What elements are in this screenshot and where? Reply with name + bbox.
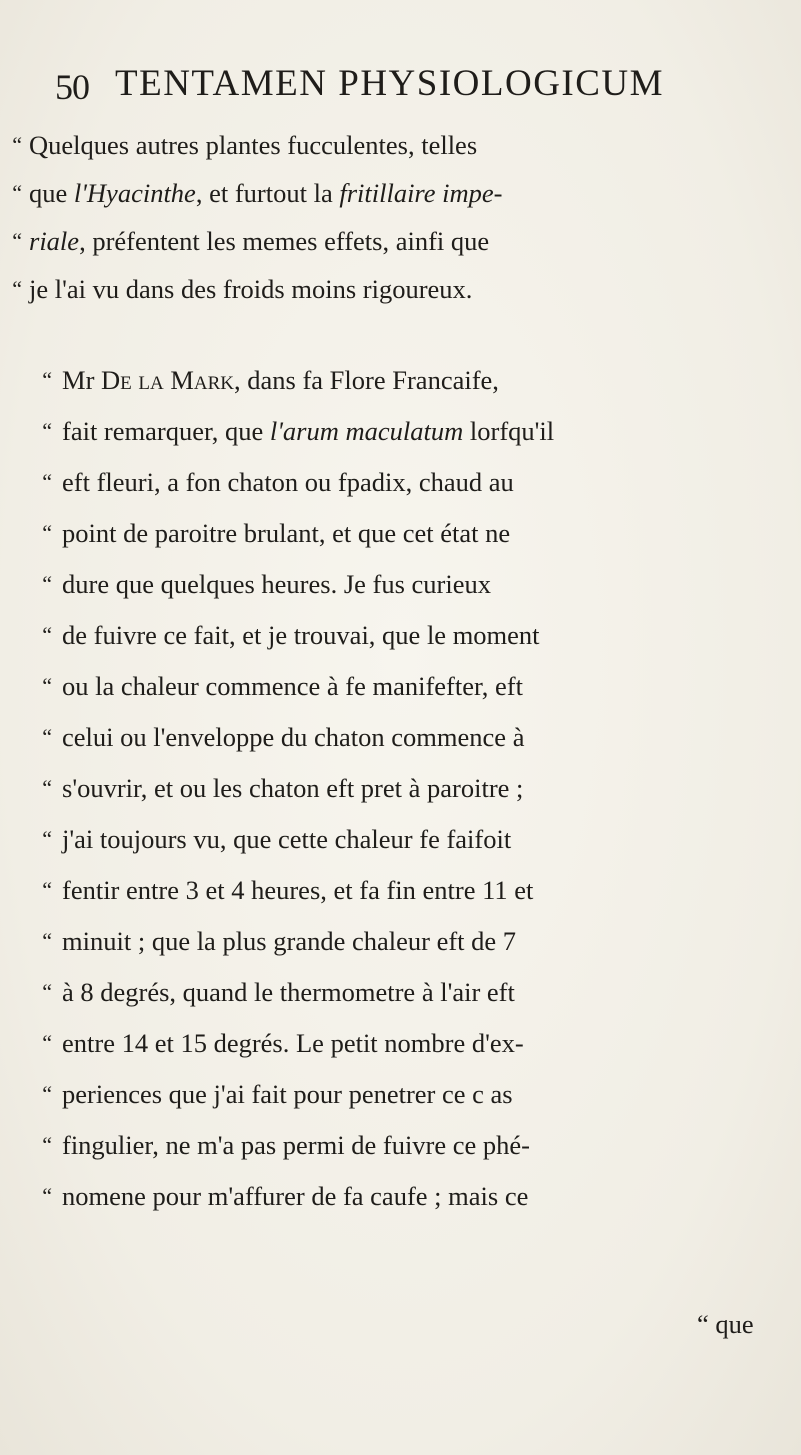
line-text: ou la chaleur commence à fe manifefter, eft [62, 671, 523, 701]
quote-mark: “ [42, 367, 52, 392]
line-text: de fuivre ce fait, et je trouvai, que le moment [62, 620, 540, 650]
text-line [0, 819, 801, 870]
quote-mark: “ [12, 132, 22, 157]
line-text: eft fleuri, a fon chaton ou fpadix, chaud au [62, 467, 514, 497]
quote-mark: “ [42, 1030, 52, 1055]
line-text: fingulier, ne m'a pas permi de fuivre ce phé- [62, 1130, 531, 1160]
text-line [0, 870, 801, 921]
quote-mark: “ [42, 520, 52, 545]
text-line [0, 411, 801, 462]
line-text: j'ai toujours vu, que cette chaleur fe faifoit [62, 824, 512, 854]
quote-mark: “ [12, 180, 22, 205]
quote-mark: “ [42, 979, 52, 1004]
line-text: minuit ; que la plus grande chaleur eft de 7 [62, 926, 517, 956]
text-line [0, 615, 801, 666]
text-line [0, 768, 801, 819]
quote-mark: “ [42, 1132, 52, 1157]
quote-mark: “ [12, 276, 22, 301]
page-header [55, 62, 755, 112]
line-text: entre 14 et 15 degrés. Le petit nombre d'ex- [62, 1028, 524, 1058]
line-text: fentir entre 3 et 4 heures, et fa fin entre 11 et [62, 875, 534, 905]
text-line [0, 1125, 801, 1176]
quote-mark: “ [42, 826, 52, 851]
line-text: que l'Hyacinthe, et furtout la fritillaire impe- [29, 178, 503, 208]
quote-mark: “ [42, 775, 52, 800]
text-line [0, 972, 801, 1023]
quote-mark: “ [42, 928, 52, 953]
quote-mark: “ [12, 228, 22, 253]
catchword: “ que [697, 1309, 754, 1339]
text-line [0, 269, 801, 317]
text-line [0, 564, 801, 615]
line-text: Quelques autres plantes fucculentes, telles [29, 130, 478, 160]
text-line [0, 125, 801, 173]
text-line [0, 1176, 801, 1227]
quote-mark: “ [42, 469, 52, 494]
quote-mark: “ [42, 1081, 52, 1106]
line-text: dure que quelques heures. Je fus curieux [62, 569, 492, 599]
quote-mark: “ [42, 571, 52, 596]
line-text: s'ouvrir, et ou les chaton eft pret à paroitre ; [62, 773, 524, 803]
quote-mark: “ [42, 622, 52, 647]
line-text: celui ou l'enveloppe du chaton commence à [62, 722, 525, 752]
line-text: nomene pour m'affurer de fa caufe ; mais ce [62, 1181, 529, 1211]
page-number: 50 [55, 67, 89, 107]
running-head: TENTAMEN PHYSIOLOGICUM [115, 63, 665, 104]
line-text: Mr De la Mark, dans fa Flore Francaife, [62, 365, 499, 395]
quote-mark: “ [42, 418, 52, 443]
line-text: periences que j'ai fait pour penetrer ce c as [62, 1079, 513, 1109]
text-line [0, 173, 801, 221]
text-line [0, 921, 801, 972]
paragraph-2 [0, 360, 801, 1227]
line-text: je l'ai vu dans des froids moins rigoureux. [29, 274, 473, 304]
text-line [0, 1023, 801, 1074]
text-line [0, 1074, 801, 1125]
text-line [0, 462, 801, 513]
line-text: riale, préfentent les memes effets, ainfi que [29, 226, 490, 256]
line-text: fait remarquer, que l'arum maculatum lorfqu'il [62, 416, 555, 446]
text-line [0, 666, 801, 717]
text-line [0, 360, 801, 411]
text-line [0, 513, 801, 564]
quote-mark: “ [42, 673, 52, 698]
quote-mark: “ [42, 877, 52, 902]
line-text: point de paroitre brulant, et que cet état ne [62, 518, 511, 548]
line-text: à 8 degrés, quand le thermometre à l'air eft [62, 977, 515, 1007]
quote-mark: “ [42, 724, 52, 749]
text-line [0, 221, 801, 269]
text-line [0, 717, 801, 768]
paragraph-1 [0, 125, 801, 317]
quote-mark: “ [42, 1183, 52, 1208]
